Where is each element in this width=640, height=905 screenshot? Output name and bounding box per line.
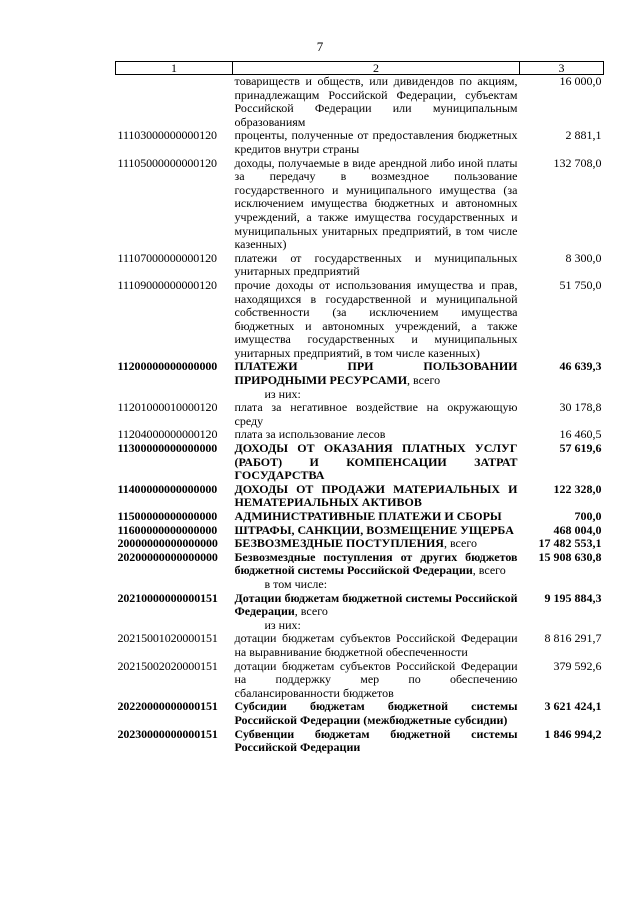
revenue-description-text: , всего <box>443 536 477 551</box>
revenue-description-text: дотации бюджетам субъектов Российской Федерации на поддержку мер по обеспечению сбалансированности бюджетов <box>234 658 518 700</box>
table-header <box>116 62 604 75</box>
revenue-description <box>233 360 520 387</box>
revenue-code: 11107000000000120 <box>117 250 217 265</box>
table-row <box>116 632 604 659</box>
table-body <box>116 75 604 755</box>
revenue-description-text: проценты, полученные от предоставления бюджетных кредитов внутри страны <box>234 128 518 156</box>
revenue-amount: 16 460,5 <box>559 427 602 442</box>
revenue-amount: 17 482 553,1 <box>538 536 602 551</box>
revenue-description <box>233 551 520 578</box>
table-row <box>116 157 604 252</box>
revenue-code <box>116 619 233 633</box>
table-row <box>116 428 604 442</box>
revenue-amount: 8 300,0 <box>565 250 602 265</box>
revenue-code: 11109000000000120 <box>117 277 217 292</box>
revenue-code: 11200000000000000 <box>117 359 218 374</box>
revenue-description <box>233 279 520 361</box>
revenue-amount: 132 708,0 <box>553 155 602 170</box>
revenue-description-text: прочие доходы от использования имущества и прав, находящихся в государственной и муниципальной собственности (за исключением имущества бюджетных и автономных учреждений, а также имущества государственных и муниципальных унитарных предприятий, в том числе казенных) <box>234 277 518 360</box>
revenue-code: 11103000000000120 <box>117 128 217 143</box>
revenue-description-bold: Субвенции бюджетам бюджетной системы Российской Федерации <box>234 726 518 755</box>
revenue-code <box>116 388 233 402</box>
revenue-amount: 3 621 424,1 <box>544 699 602 714</box>
revenue-amount: 8 816 291,7 <box>544 631 602 646</box>
revenue-code <box>116 578 233 592</box>
table-row <box>116 129 604 156</box>
revenue-description <box>233 537 520 551</box>
table-subheading-row <box>116 578 604 592</box>
revenue-description <box>233 660 520 701</box>
revenue-description-bold: Безвозмездные поступления от других бюджетов бюджетной системы Российской Федерации <box>234 549 518 578</box>
revenue-amount: 468 004,0 <box>553 522 602 537</box>
table-row <box>116 700 604 727</box>
table-row <box>116 524 604 538</box>
revenue-amount: 16 000,0 <box>559 74 602 88</box>
revenue-description <box>233 157 520 252</box>
column-header-code: 1 <box>116 62 233 75</box>
revenue-description <box>233 129 520 156</box>
revenue-code: 20215001020000151 <box>117 631 218 646</box>
revenue-amount <box>520 578 604 592</box>
revenue-description-text: из них: <box>264 386 301 401</box>
table-row <box>116 75 604 130</box>
revenue-description <box>233 619 520 633</box>
revenue-description-text: плата за негативное воздействие на окружающую среду <box>234 400 518 428</box>
revenue-amount <box>520 388 604 402</box>
revenue-description-bold: Субсидии бюджетам бюджетной системы Российской Федерации (межбюджетные субсидии) <box>234 699 518 727</box>
revenue-code: 11105000000000120 <box>117 155 217 170</box>
revenue-code: 20215002020000151 <box>117 658 218 673</box>
revenue-amount <box>520 619 604 633</box>
revenue-description <box>233 632 520 659</box>
table-row <box>116 279 604 361</box>
revenue-description <box>233 401 520 428</box>
revenue-description-bold: АДМИНИСТРАТИВНЫЕ ПЛАТЕЖИ И СБОРЫ <box>234 509 502 523</box>
revenue-code: 20230000000000151 <box>117 726 218 741</box>
revenue-description <box>233 578 520 592</box>
revenue-code <box>116 75 233 130</box>
revenue-description <box>233 428 520 442</box>
revenue-code: 11300000000000000 <box>117 441 218 456</box>
revenue-description-text: доходы, получаемые в виде арендной либо иной платы за передачу в возмездное пользование государственного и муниципального имущества (за исключением имущества бюджетных и автономных учреждений, а также имущества государственных и муниципальных унитарных предприятий, в том числе казенных) <box>234 155 518 252</box>
revenue-code: 11204000000000120 <box>117 427 218 442</box>
revenue-amount: 46 639,3 <box>559 359 602 374</box>
revenue-code: 20210000000000151 <box>117 590 218 605</box>
revenue-description <box>233 524 520 538</box>
revenue-description-text: , всего <box>407 373 441 388</box>
page-number: 7 <box>316 39 324 54</box>
table-row <box>116 592 604 619</box>
table-row <box>116 510 604 524</box>
revenue-amount: 9 195 884,3 <box>544 590 602 605</box>
revenue-description <box>233 483 520 510</box>
table-row <box>116 442 604 483</box>
table-subheading-row <box>116 619 604 633</box>
revenue-amount: 379 592,6 <box>553 658 602 673</box>
revenue-amount: 1 846 994,2 <box>544 726 602 741</box>
revenue-description-text: из них: <box>264 617 301 632</box>
budget-revenue-table <box>115 61 604 755</box>
revenue-description-text: дотации бюджетам субъектов Российской Федерации на выравнивание бюджетной обеспеченности <box>234 631 518 659</box>
revenue-description <box>233 592 520 619</box>
revenue-description <box>233 75 520 130</box>
table-row <box>116 660 604 701</box>
revenue-code: 20220000000000151 <box>117 699 218 714</box>
table-row <box>116 401 604 428</box>
revenue-description <box>233 388 520 402</box>
revenue-description <box>233 700 520 727</box>
revenue-description-text: товариществ и обществ, или дивидендов по акциям, принадлежащим Российской Федерации, субъектам Российской Федерации или муниципальным образованиям <box>234 74 518 129</box>
table-row <box>116 252 604 279</box>
revenue-amount: 30 178,8 <box>559 400 602 415</box>
revenue-code: 11500000000000000 <box>117 509 218 523</box>
table-row <box>116 551 604 578</box>
revenue-code: 20200000000000000 <box>117 549 218 564</box>
revenue-description <box>233 728 520 755</box>
revenue-description-text: платежи от государственных и муниципальных унитарных предприятий <box>234 250 518 279</box>
revenue-description <box>233 510 520 524</box>
revenue-description <box>233 442 520 483</box>
revenue-description-bold: ДОХОДЫ ОТ ПРОДАЖИ МАТЕРИАЛЬНЫХ И НЕМАТЕРИАЛЬНЫХ АКТИВОВ <box>234 481 518 510</box>
table-row <box>116 360 604 387</box>
revenue-amount: 57 619,6 <box>559 441 602 456</box>
table-row <box>116 728 604 755</box>
table-row <box>116 483 604 510</box>
revenue-code: 11600000000000000 <box>117 522 218 537</box>
revenue-description-bold: Дотации бюджетам бюджетной системы Российской Федерации <box>234 590 518 619</box>
revenue-description-bold: ПЛАТЕЖИ ПРИ ПОЛЬЗОВАНИИ ПРИРОДНЫМИ РЕСУРСАМИ <box>234 359 518 388</box>
revenue-code: 11201000010000120 <box>117 400 218 415</box>
column-header-description: 2 <box>233 62 520 75</box>
revenue-description-bold: БЕЗВОЗМЕЗДНЫЕ ПОСТУПЛЕНИЯ <box>234 536 444 551</box>
revenue-code: 20000000000000000 <box>117 536 218 551</box>
revenue-description-text: в том числе: <box>264 576 328 591</box>
revenue-amount: 2 881,1 <box>565 128 602 143</box>
revenue-amount: 122 328,0 <box>553 481 602 496</box>
table-subheading-row <box>116 388 604 402</box>
column-header-amount: 3 <box>520 62 604 75</box>
table-row <box>116 537 604 551</box>
revenue-description-bold: ДОХОДЫ ОТ ОКАЗАНИЯ ПЛАТНЫХ УСЛУГ (РАБОТ) И КОМПЕНСАЦИИ ЗАТРАТ ГОСУДАРСТВА <box>234 441 518 483</box>
revenue-description-bold: ШТРАФЫ, САНКЦИИ, ВОЗМЕЩЕНИЕ УЩЕРБА <box>234 522 514 537</box>
revenue-amount: 51 750,0 <box>559 277 602 292</box>
revenue-amount: 700,0 <box>574 509 602 523</box>
revenue-amount: 15 908 630,8 <box>538 549 602 564</box>
revenue-description-text: , всего <box>472 563 506 578</box>
revenue-description-text: плата за использование лесов <box>234 427 386 442</box>
revenue-code: 11400000000000000 <box>117 481 218 496</box>
revenue-description-text: , всего <box>294 604 328 619</box>
revenue-description <box>233 252 520 279</box>
